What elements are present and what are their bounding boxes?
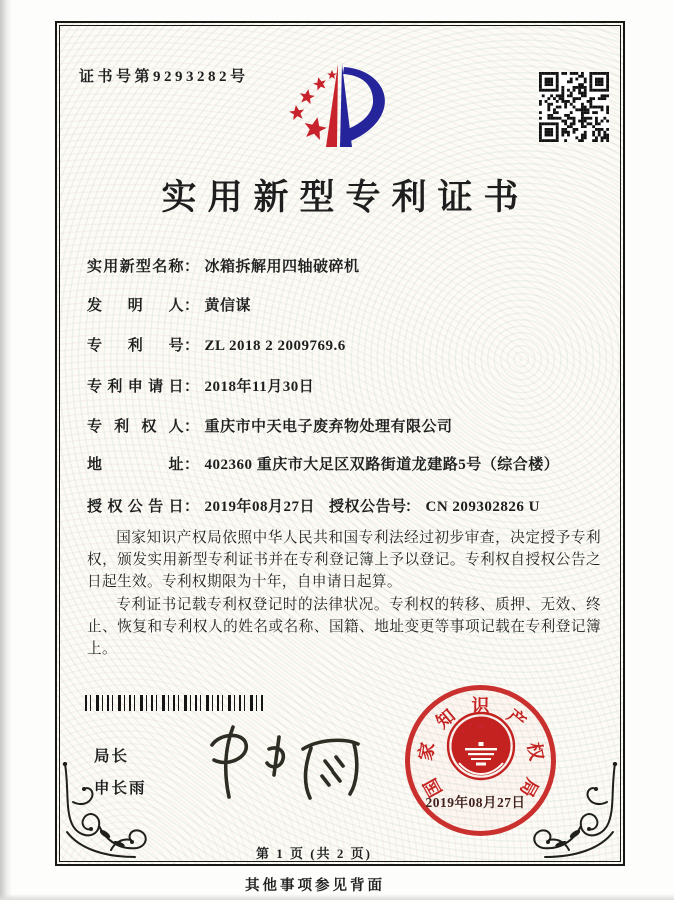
seal-char: 家 xyxy=(414,740,438,762)
field-value: 2018年11月30日 xyxy=(204,379,315,395)
handwritten-signature-icon xyxy=(195,713,367,808)
field-patentee xyxy=(87,415,453,436)
field-filing-date xyxy=(87,375,314,396)
field-value: 重庆市中天电子废弃物处理有限公司 xyxy=(204,419,453,435)
field-value: 冰箱拆解用四轴破碎机 xyxy=(204,259,360,275)
certificate-title: 实用新型专利证书 xyxy=(161,178,530,217)
seal-char: 知 xyxy=(431,704,459,732)
scan-edge-shadow xyxy=(0,0,12,900)
field-label: 发明人 xyxy=(87,298,184,314)
field-label: 授权公告日 xyxy=(87,499,184,515)
qr-code-icon xyxy=(539,72,609,142)
field-label: 专利权人 xyxy=(87,419,184,435)
signer-name: 申长雨 xyxy=(94,780,147,797)
field-patent-number xyxy=(87,334,346,355)
colon: ： xyxy=(184,457,200,473)
national-emblem-icon xyxy=(446,711,516,781)
field-address xyxy=(87,453,559,474)
seal-char: 国 xyxy=(419,774,446,800)
field-value: 黄信谋 xyxy=(204,298,252,314)
field-value: ZL 2018 2 2009769.6 xyxy=(204,338,346,354)
field-label: 授权公告号 xyxy=(329,499,407,515)
barcode-icon xyxy=(85,695,263,711)
legal-paragraph-1: 国家知识产权局依照中华人民共和国专利法经过初步审查，决定授予专利权，颁发实用新型专利证书并在专利登记簿上予以登记。专利权自授权公告之日起生效。专利权期限为十年，自申请日起算。 xyxy=(87,530,601,591)
field-label: 专利号 xyxy=(87,338,184,354)
signer-title: 局长 xyxy=(94,748,130,765)
legal-text-block xyxy=(87,527,601,660)
legal-paragraph-2: 专利证书记载专利权登记时的法律状况。专利权的转移、质押、无效、终止、恢复和专利权人的姓名或名称、国籍、地址变更等事项记载在专利登记簿上。 xyxy=(87,596,601,658)
colon: ： xyxy=(184,379,200,395)
seal-char: 权 xyxy=(523,740,547,762)
colon: ： xyxy=(184,259,200,275)
certificate-number: 证书号第9293282号 xyxy=(79,69,249,85)
back-side-note: 其他事项参见背面 xyxy=(245,878,385,894)
cnipa-logo-icon xyxy=(288,61,396,155)
certificate-border-frame xyxy=(55,21,625,866)
field-label: 地址 xyxy=(87,457,184,473)
field-inventor xyxy=(87,294,251,315)
seal-char: 局 xyxy=(515,774,542,800)
field-label: 专利申请日 xyxy=(87,379,184,395)
field-utility-model-name xyxy=(87,255,360,276)
field-value: 2019年08月27日 xyxy=(204,499,316,515)
field-grant-announcement xyxy=(87,495,541,516)
colon: ： xyxy=(184,338,200,354)
colon: ： xyxy=(184,298,200,314)
colon: ： xyxy=(405,499,421,515)
seal-char: 识 xyxy=(471,695,490,716)
page-number: 第 1 页 (共 2 页) xyxy=(256,846,372,861)
field-label: 实用新型名称 xyxy=(87,259,184,275)
field-value: 402360 重庆市大足区双路街道龙建路5号（综合楼） xyxy=(204,457,560,473)
field-value: CN 209302826 U xyxy=(425,499,541,515)
field-grant-number xyxy=(329,495,540,516)
seal-date: 2019年08月27日 xyxy=(425,795,526,810)
seal-char: 产 xyxy=(502,704,530,732)
colon: ： xyxy=(184,419,200,435)
colon: ： xyxy=(184,499,200,515)
